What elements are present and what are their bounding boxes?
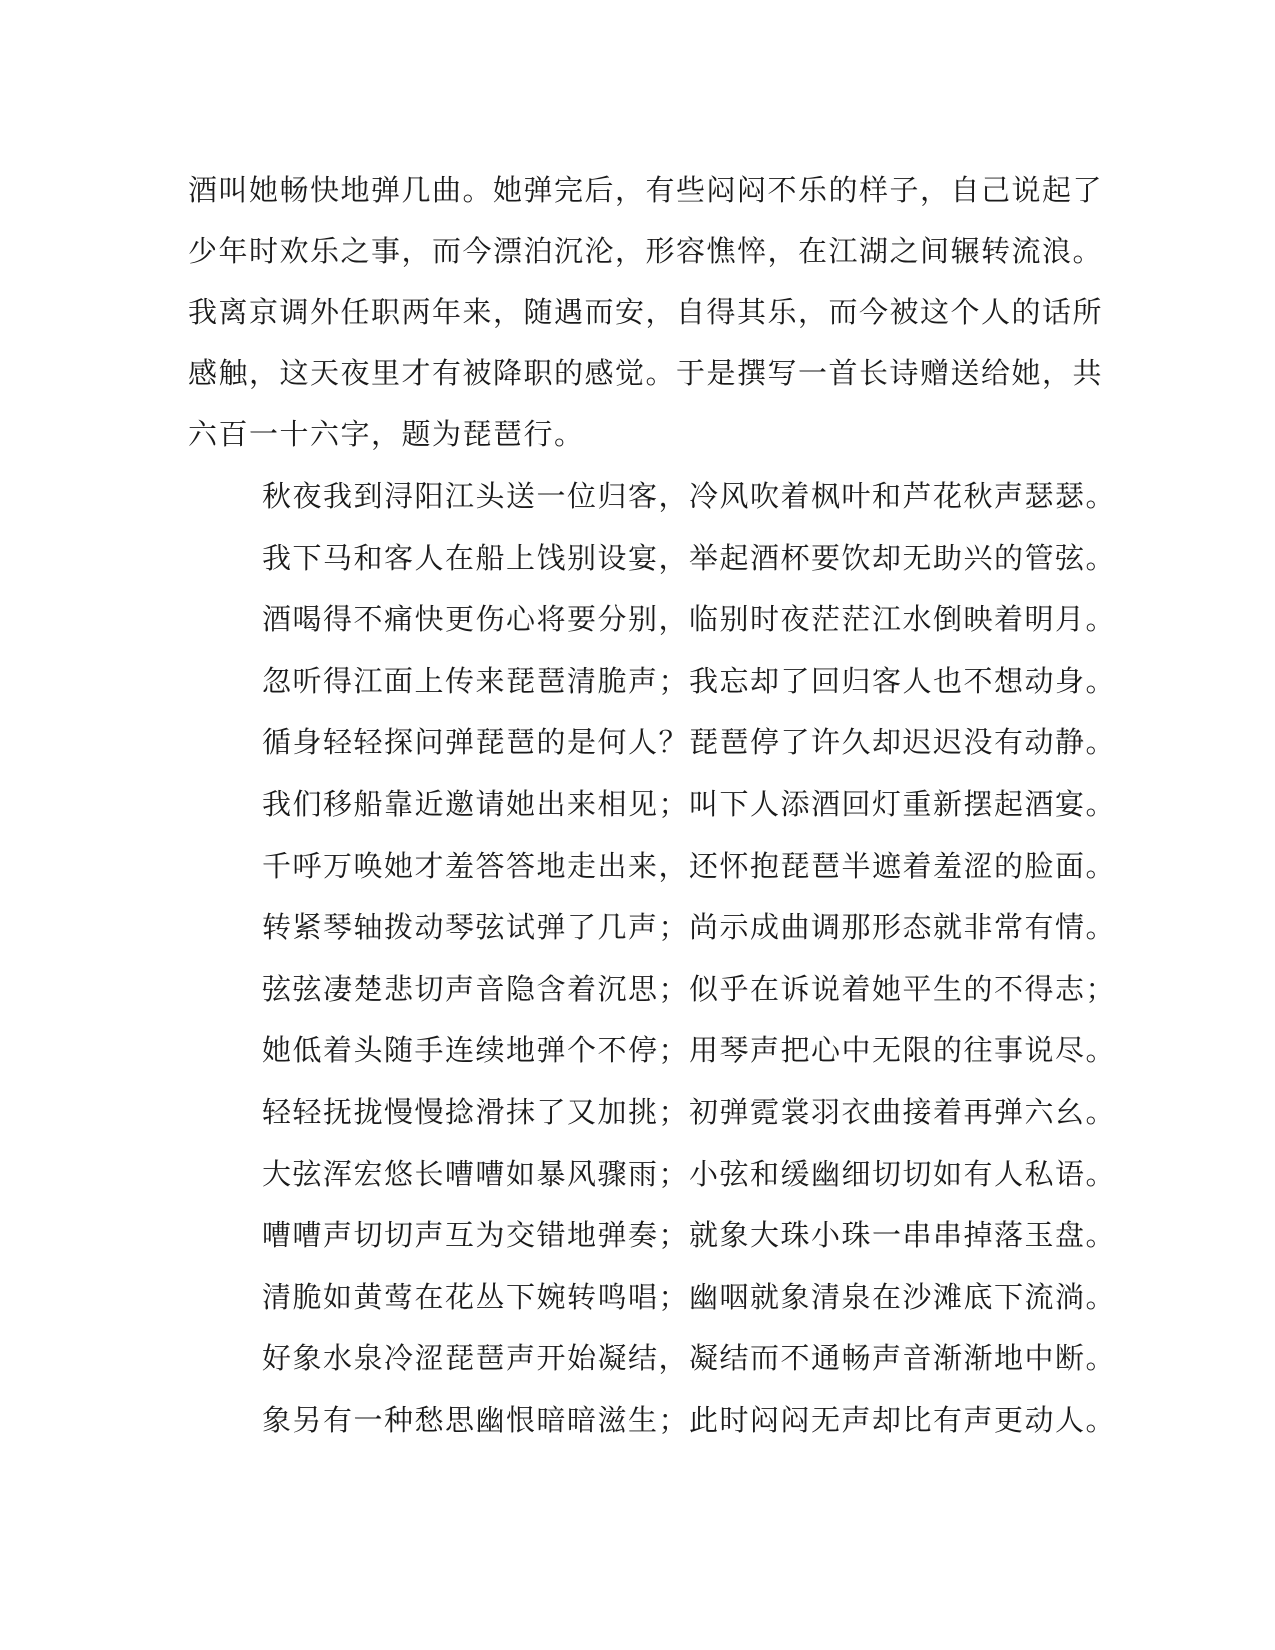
- verse-line: 秋夜我到浔阳江头送一位归客，冷风吹着枫叶和芦花秋声瑟瑟。: [262, 479, 1117, 513]
- verse-line: 转紧琴轴拨动琴弦试弹了几声；尚示成曲调那形态就非常有情。: [262, 910, 1117, 945]
- verse-line: 象另有一种愁思幽恨暗暗滋生；此时闷闷无声却比有声更动人。: [262, 1402, 1117, 1437]
- verse-line: 她低着头随手连续地弹个不停；用琴声把心中无限的往事说尽。: [262, 1033, 1117, 1068]
- verse-line: 轻轻抚拢慢慢捻滑抹了又加挑；初弹霓裳羽衣曲接着再弹六幺。: [262, 1094, 1117, 1129]
- translation-verses: [262, 466, 1117, 1452]
- preface-line: 我离京调外任职两年来，随遇而安，自得其乐，而今被这个人的话所: [188, 295, 1104, 329]
- verse-line: 循身轻轻探问弹琵琶的是何人？琵琶停了许久却迟迟没有动静。: [262, 725, 1117, 760]
- verse-line: 我下马和客人在船上饯别设宴，举起酒杯要饮却无助兴的管弦。: [262, 540, 1117, 575]
- verse-line: 好象水泉冷涩琵琶声开始凝结，凝结而不通畅声音渐渐地中断。: [262, 1341, 1117, 1376]
- preface-paragraph: [188, 160, 1104, 465]
- preface-line: 六百一十六字，题为琵琶行。: [188, 417, 585, 451]
- verse-line: 弦弦凄楚悲切声音隐含着沉思；似乎在诉说着她平生的不得志；: [262, 971, 1117, 1006]
- verse-line: 酒喝得不痛快更伤心将要分别，临别时夜茫茫江水倒映着明月。: [262, 602, 1117, 637]
- verse-line: 清脆如黄莺在花丛下婉转鸣唱；幽咽就象清泉在沙滩底下流淌。: [262, 1279, 1117, 1314]
- preface-line: 感触，这天夜里才有被降职的感觉。于是撰写一首长诗赠送给她，共: [188, 356, 1104, 390]
- verse-line: 大弦浑宏悠长嘈嘈如暴风骤雨；小弦和缓幽细切切如有人私语。: [262, 1156, 1117, 1191]
- preface-line: 酒叫她畅快地弹几曲。她弹完后，有些闷闷不乐的样子，自己说起了: [188, 173, 1104, 207]
- verse-line: 嘈嘈声切切声互为交错地弹奏；就象大珠小珠一串串掉落玉盘。: [262, 1218, 1117, 1253]
- preface-line: 少年时欢乐之事，而今漂泊沉沦，形容憔悴，在江湖之间辗转流浪。: [188, 234, 1104, 268]
- verse-line: 我们移船靠近邀请她出来相见；叫下人添酒回灯重新摆起酒宴。: [262, 786, 1117, 821]
- verse-line: 千呼万唤她才羞答答地走出来，还怀抱琵琶半遮着羞涩的脸面。: [262, 848, 1117, 883]
- verse-line: 忽听得江面上传来琵琶清脆声；我忘却了回归客人也不想动身。: [262, 663, 1117, 698]
